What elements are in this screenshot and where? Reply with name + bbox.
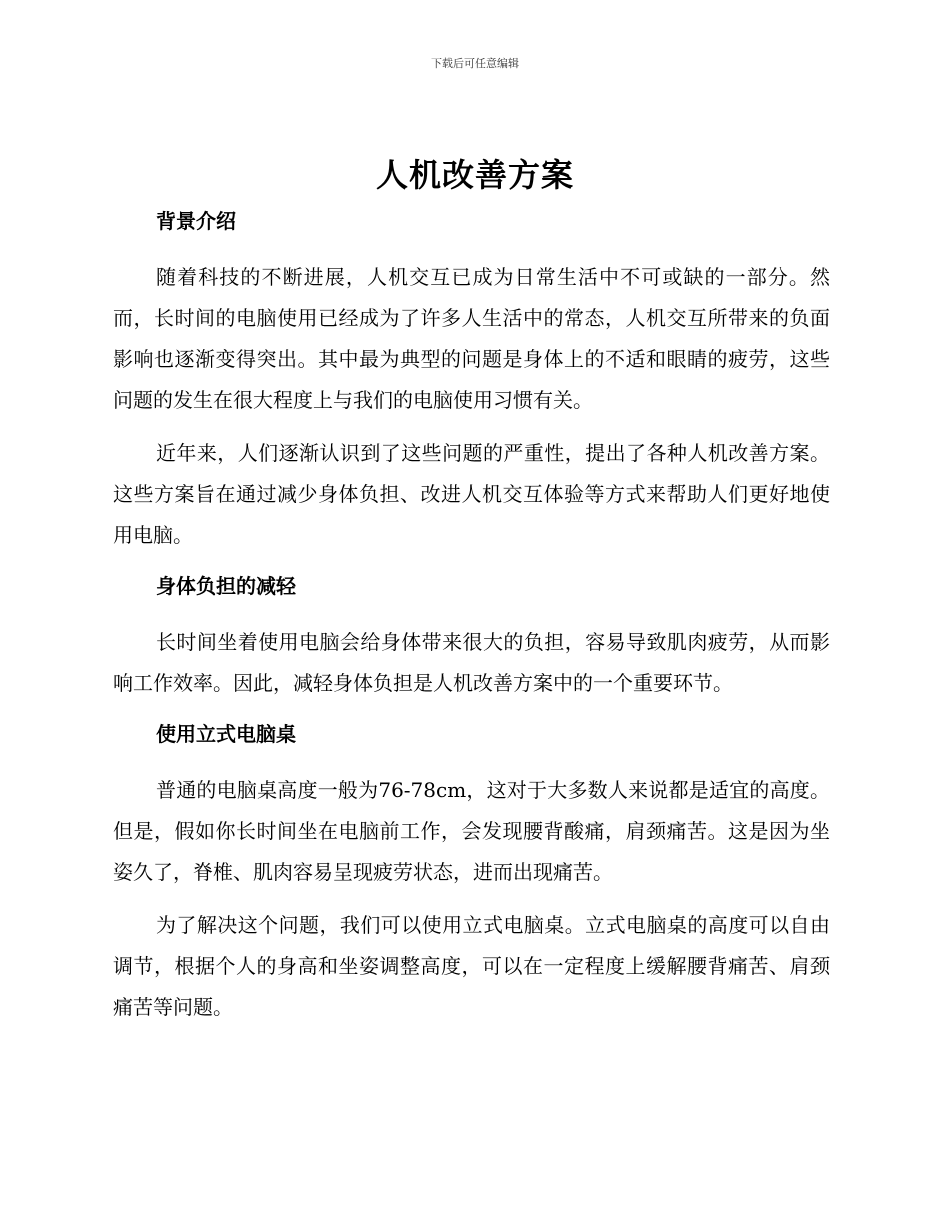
section-heading-background: 背景介绍 — [156, 209, 236, 233]
paragraph: 近年来，人们逐渐认识到了这些问题的严重性，提出了各种人机改善方案。这些方案旨在通过减少身体负担、改进人机交互体验等方式来帮助人们更好地使用电脑。 — [113, 441, 830, 547]
section-heading-standing-desk: 使用立式电脑桌 — [156, 722, 296, 746]
paragraph: 随着科技的不断进展，人机交互已成为日常生活中不可或缺的一部分。然而，长时间的电脑使用已经成为了许多人生活中的常态，人机交互所带来的负面影响也逐渐变得突出。其中最为典型的问题是身体上的不适和眼睛的疲劳，这些问题的发生在很大程度上与我们的电脑使用习惯有关。 — [113, 265, 830, 412]
paragraph: 普通的电脑桌高度一般为76-78cm，这对于大多数人来说都是适宜的高度。但是，假如你长时间坐在电脑前工作，会发现腰背酸痛，肩颈痛苦。这是因为坐姿久了，脊椎、肌肉容易呈现疲劳状态，进而出现痛苦。 — [113, 778, 830, 884]
paragraph: 为了解决这个问题，我们可以使用立式电脑桌。立式电脑桌的高度可以自由调节，根据个人的身高和坐姿调整高度，可以在一定程度上缓解腰背痛苦、肩颈痛苦等问题。 — [113, 913, 830, 1019]
header-note: 下载后可任意编辑 — [431, 57, 519, 70]
paragraph: 长时间坐着使用电脑会给身体带来很大的负担，容易导致肌肉疲劳，从而影响工作效率。因此，减轻身体负担是人机改善方案中的一个重要环节。 — [113, 630, 830, 695]
document-body — [113, 203, 830, 1028]
section-heading-body-burden: 身体负担的减轻 — [156, 574, 296, 598]
page-title: 人机改善方案 — [375, 156, 574, 194]
